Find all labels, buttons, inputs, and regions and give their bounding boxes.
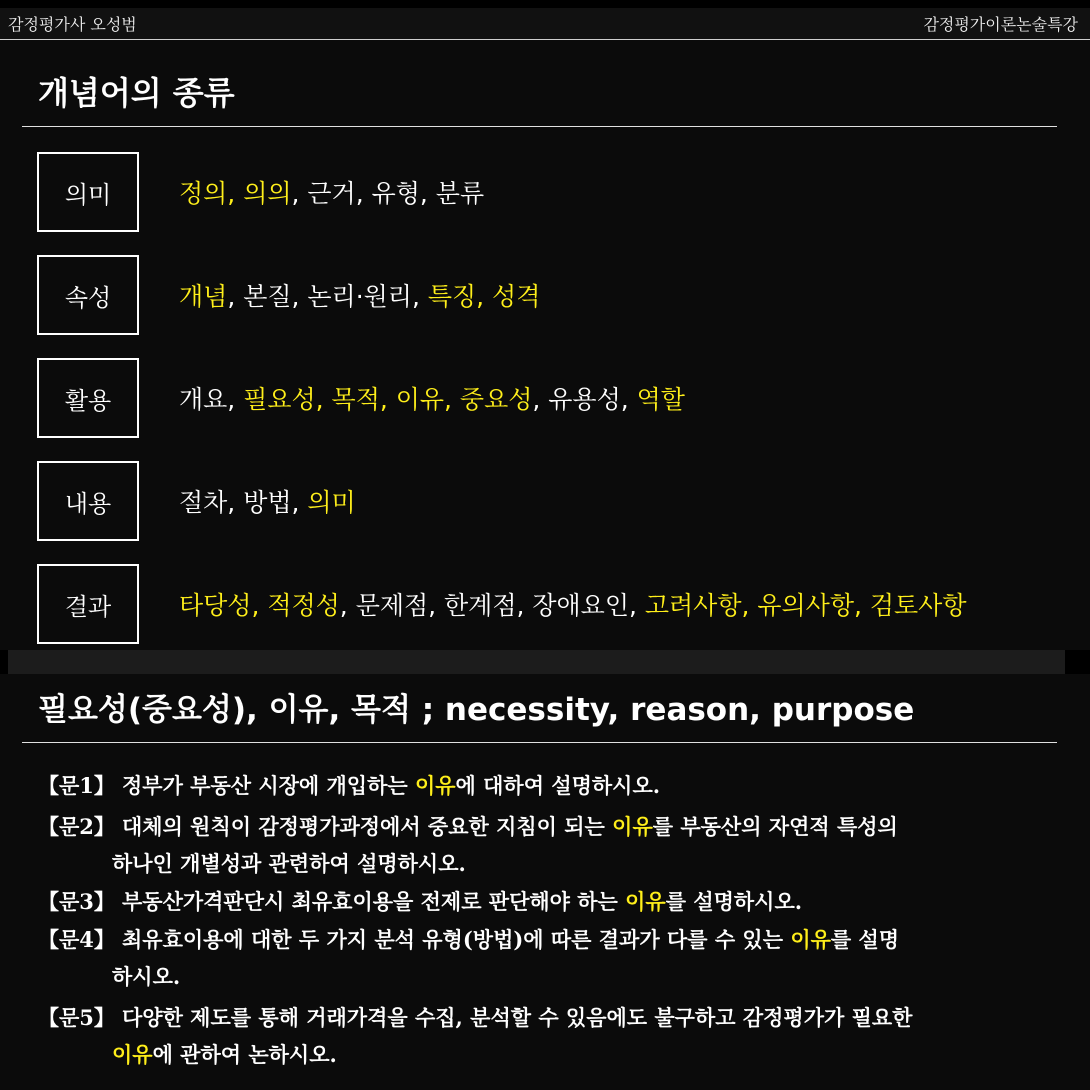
term-text: 절차, 방법, (179, 488, 308, 517)
highlighted-term: 의미 (307, 488, 356, 517)
term-text: , 근거, 유형, 분류 (291, 179, 485, 208)
highlighted-term: 필요성, 목적, 이유, 중요성 (243, 385, 533, 414)
highlight-reason: 이유 (414, 773, 456, 798)
question-4-continued: 하시오. (112, 964, 181, 989)
highlighted-term: 고려사항, 유의사항, 검토사항 (644, 591, 967, 620)
question-1: 【문1】 정부가 부동산 시장에 개입하는 이유에 대하여 설명하시오. (38, 770, 660, 800)
highlight-reason: 이유 (790, 927, 831, 952)
question-4: 【문4】 최유효이용에 대한 두 가지 분석 유형(방법)에 따른 결과가 다를 수 있는 이유를 설명 (38, 924, 899, 954)
term-text: , 유용성, (532, 385, 637, 414)
highlighted-term: 역할 (636, 385, 685, 414)
term-list (179, 586, 966, 622)
question-number: 【문2】 (38, 814, 115, 839)
category-label: 내용 (37, 461, 139, 541)
section2-rule (22, 742, 1057, 743)
term-text: , 본질, 논리·원리, (227, 282, 428, 311)
section1-rule (22, 126, 1057, 127)
question-5: 【문5】 다양한 제도를 통해 거래가격을 수집, 분석할 수 있음에도 불구하고 감정평가가 필요한 (38, 1002, 912, 1032)
question-number: 【문4】 (38, 927, 115, 952)
term-list (179, 483, 356, 519)
highlighted-term: 의의 (243, 179, 292, 208)
header-author: 감정평가사 오성범 (8, 15, 137, 34)
category-label: 활용 (37, 358, 139, 438)
header-bar (0, 8, 1090, 40)
question-number: 【문1】 (38, 773, 115, 798)
highlighted-term: 특징, 성격 (427, 282, 541, 311)
concept-row (37, 255, 1037, 335)
highlighted-term: 개념 (179, 282, 228, 311)
category-label: 속성 (37, 255, 139, 335)
highlighted-term: 타당성, 적정성 (179, 591, 340, 620)
term-text: 개요, (179, 385, 244, 414)
question-3: 【문3】 부동산가격판단시 최유효이용을 전제로 판단해야 하는 이유를 설명하시오. (38, 886, 802, 916)
highlight-reason: 이유 (112, 1042, 153, 1067)
question-number: 【문3】 (38, 889, 115, 914)
question-2-continued: 하나인 개별성과 관련하여 설명하시오. (112, 851, 466, 876)
section-divider-band (8, 650, 1065, 674)
highlight-reason: 이유 (612, 814, 653, 839)
highlight-reason: 이유 (625, 889, 666, 914)
term-list (179, 380, 685, 416)
category-label: 의미 (37, 152, 139, 232)
concept-row (37, 152, 1037, 232)
question-number: 【문5】 (38, 1005, 115, 1030)
section2-title: 필요성(중요성), 이유, 목적 ; necessity, reason, purpose (38, 692, 915, 728)
concept-row (37, 564, 1037, 644)
term-text: , 문제점, 한계점, 장애요인, (339, 591, 645, 620)
question-5-continued: 이유에 관하여 논하시오. (112, 1042, 337, 1067)
header-course: 감정평가이론논술특강 (923, 15, 1078, 34)
concept-row (37, 358, 1037, 438)
term-list (179, 174, 484, 210)
concept-panel (0, 40, 1090, 650)
highlighted-term: 정의, (179, 179, 244, 208)
question-2: 【문2】 대체의 원칙이 감정평가과정에서 중요한 지침이 되는 이유를 부동산의 자연적 특성의 (38, 811, 898, 841)
category-label: 결과 (37, 564, 139, 644)
concept-row (37, 461, 1037, 541)
section1-title: 개념어의 종류 (38, 74, 235, 112)
term-list (179, 277, 540, 313)
